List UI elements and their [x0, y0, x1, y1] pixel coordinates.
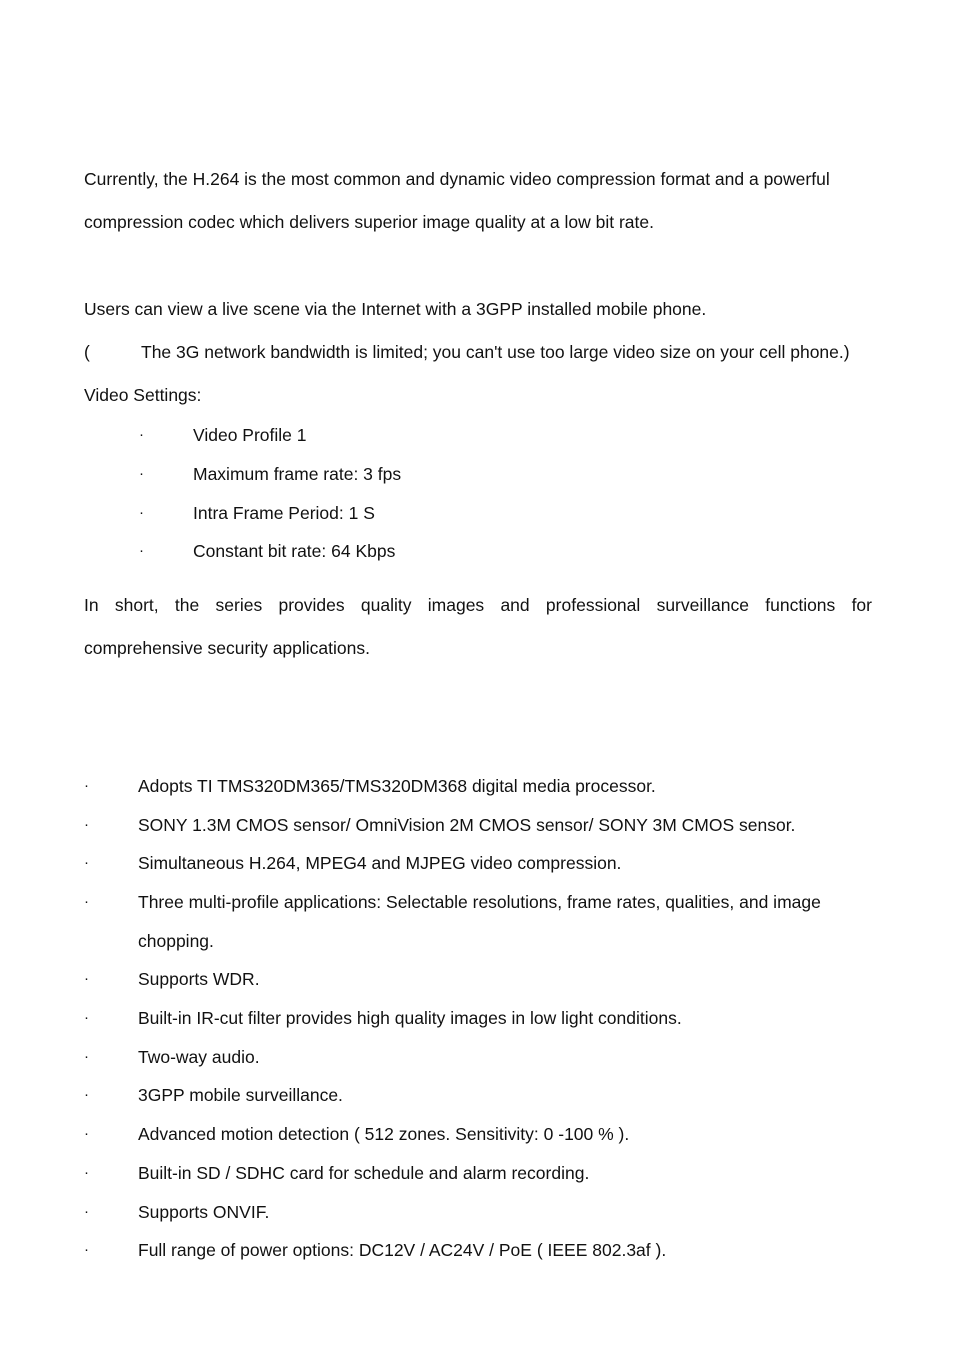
note-paren: ( — [84, 342, 90, 362]
feature-item: Built-in SD / SDHC card for schedule and alarm recording. — [138, 1163, 590, 1183]
feature-item: Three multi-profile applications: Selectable resolutions, frame rates, qualities, and image — [138, 892, 821, 912]
bullet-icon: · — [84, 1164, 89, 1181]
feature-item: Simultaneous H.264, MPEG4 and MJPEG video compression. — [138, 853, 622, 873]
bullet-icon: · — [84, 1048, 89, 1065]
feature-item: Advanced motion detection ( 512 zones. Sensitivity: 0 -100 % ). — [138, 1124, 630, 1144]
bullet-icon: · — [84, 893, 89, 910]
summary-line-2: comprehensive security applications. — [84, 638, 370, 658]
intro-line-1: Currently, the H.264 is the most common and dynamic video compression format and a powerful — [84, 169, 830, 189]
bullet-icon: · — [84, 1241, 89, 1258]
feature-item: SONY 1.3M CMOS sensor/ OmniVision 2M CMOS sensor/ SONY 3M CMOS sensor. — [138, 815, 796, 835]
feature-item-continuation: chopping. — [138, 931, 214, 951]
bullet-icon: · — [84, 777, 89, 794]
feature-item: Two-way audio. — [138, 1047, 260, 1067]
bullet-icon: · — [84, 1009, 89, 1026]
feature-item: Adopts TI TMS320DM365/TMS320DM368 digital media processor. — [138, 776, 656, 796]
bullet-icon: · — [84, 1086, 89, 1103]
feature-item: 3GPP mobile surveillance. — [138, 1085, 343, 1105]
feature-item: Supports WDR. — [138, 969, 260, 989]
intro-line-2: compression codec which delivers superior image quality at a low bit rate. — [84, 212, 654, 232]
bullet-icon: · — [139, 542, 144, 559]
bullet-icon: · — [139, 426, 144, 443]
bullet-icon: · — [139, 504, 144, 521]
summary-line-1: In short, the series provides quality images and professional surveillance functions for — [84, 595, 872, 615]
mobile-line-1: Users can view a live scene via the Internet with a 3GPP installed mobile phone. — [84, 299, 707, 319]
bullet-icon: · — [139, 465, 144, 482]
video-setting-item: Intra Frame Period: 1 S — [193, 503, 375, 523]
bullet-icon: · — [84, 1125, 89, 1142]
feature-item: Supports ONVIF. — [138, 1202, 270, 1222]
bullet-icon: · — [84, 1203, 89, 1220]
video-setting-item: Video Profile 1 — [193, 425, 307, 445]
video-settings-heading: Video Settings: — [84, 385, 202, 405]
video-setting-item: Constant bit rate: 64 Kbps — [193, 541, 396, 561]
feature-item: Full range of power options: DC12V / AC24V / PoE ( IEEE 802.3af ). — [138, 1240, 667, 1260]
video-setting-item: Maximum frame rate: 3 fps — [193, 464, 402, 484]
bandwidth-note: The 3G network bandwidth is limited; you can't use too large video size on your cell phone.) — [141, 342, 850, 362]
feature-item: Built-in IR-cut filter provides high quality images in low light conditions. — [138, 1008, 682, 1028]
bullet-icon: · — [84, 854, 89, 871]
bullet-icon: · — [84, 970, 89, 987]
bullet-icon: · — [84, 816, 89, 833]
